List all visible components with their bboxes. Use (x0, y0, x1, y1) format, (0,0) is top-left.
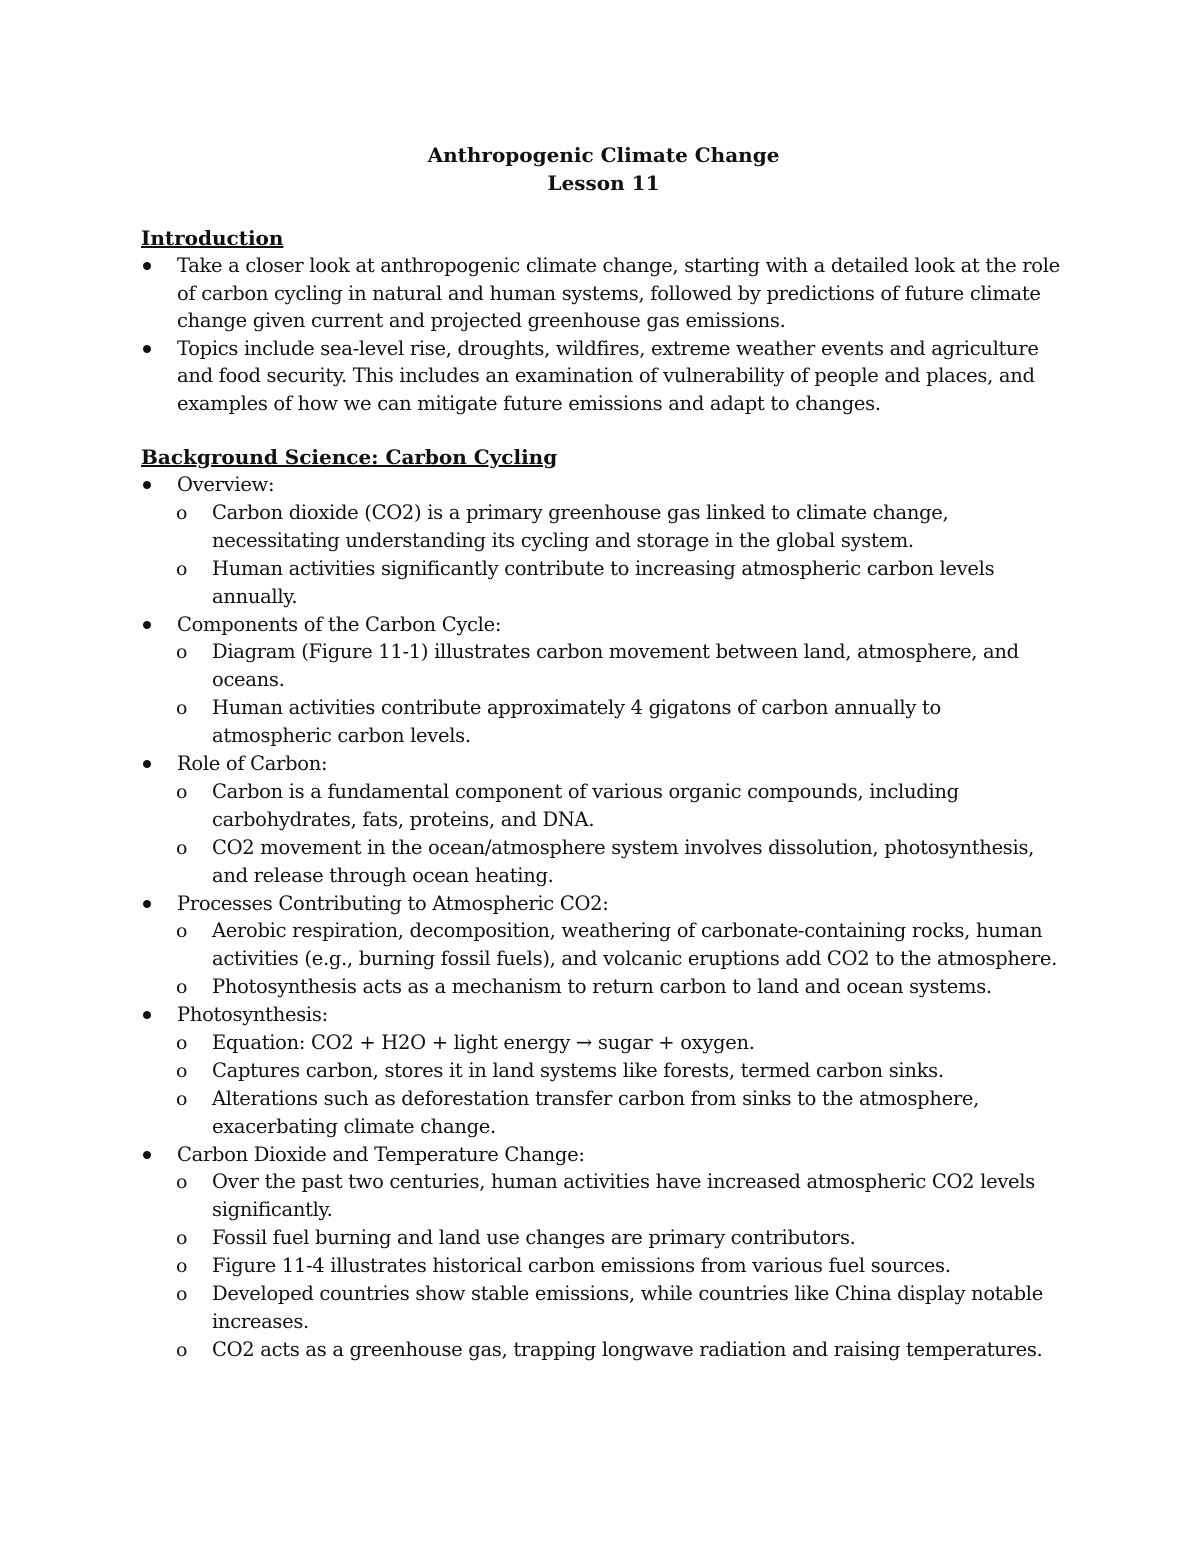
bullet-text: Components of the Carbon Cycle: (177, 612, 502, 636)
bullet-icon (143, 1011, 151, 1019)
sub-bullet-icon: o (176, 780, 188, 803)
sub-list-item (141, 834, 1066, 890)
bullet-text: Take a closer look at anthropogenic climate change, starting with a detailed look at the role of carbon cycling in natural and human systems, followed by predictions of future climate change given current and projected greenhouse gas emissions. (177, 254, 1060, 332)
sub-bullet-icon: o (176, 976, 188, 998)
sub-bullet-text: Diagram (Figure 11-1) illustrates carbon movement between land, atmosphere, and oceans. (212, 640, 1019, 691)
sub-bullet-text: Over the past two centuries, human activities have increased atmospheric CO2 levels significantly. (212, 1170, 1035, 1221)
sub-bullet-icon: o (176, 641, 188, 663)
sub-bullet-text: Alterations such as deforestation transfer carbon from sinks to the atmosphere, exacerbating climate change. (212, 1086, 979, 1138)
sub-bullet-icon: o (176, 1171, 188, 1193)
sub-bullet-icon: o (176, 1087, 188, 1110)
sub-list-item (141, 1168, 1066, 1224)
sub-list-item (141, 778, 1066, 834)
sub-list (177, 917, 1066, 1001)
list-item (141, 890, 1066, 1002)
bullet-text: Overview: (177, 473, 275, 496)
sub-bullet-icon: o (176, 697, 188, 719)
bullet-icon (143, 1151, 151, 1159)
sub-list-item (141, 499, 1066, 555)
sub-bullet-icon: o (176, 1059, 188, 1082)
sub-bullet-icon: o (176, 557, 188, 580)
bullet-icon (143, 900, 151, 908)
background-list (141, 471, 1066, 1364)
sub-bullet-icon: o (176, 1339, 188, 1361)
sub-list-item (141, 1280, 1066, 1336)
sub-bullet-text: Aerobic respiration, decomposition, weathering of carbonate-containing rocks, human activities (e.g., burning fossil fuels), and volcanic eruptions add CO2 to the atmosphere. (212, 919, 1058, 970)
sub-bullet-icon: o (176, 1031, 188, 1054)
background-section (141, 444, 1066, 1364)
sub-bullet-text: Human activities significantly contribute to increasing atmospheric carbon levels annually. (212, 556, 995, 608)
list-item (141, 335, 1066, 418)
sub-bullet-text: Carbon is a fundamental component of various organic compounds, including carbohydrates, fats, proteins, and DNA. (212, 779, 959, 831)
bullet-text: Photosynthesis: (177, 1003, 328, 1026)
sub-list-item (141, 638, 1066, 694)
sub-bullet-text: Fossil fuel burning and land use changes are primary contributors. (212, 1226, 856, 1249)
sub-list-item (141, 1336, 1066, 1364)
sub-bullet-text: Captures carbon, stores it in land systems like forests, termed carbon sinks. (212, 1058, 944, 1082)
sub-bullet-icon: o (176, 1283, 188, 1305)
list-item (141, 750, 1066, 890)
list-item (141, 611, 1066, 751)
list-item (141, 1001, 1066, 1141)
sub-list (177, 1168, 1066, 1364)
document-page (141, 141, 1066, 1364)
bullet-icon (143, 262, 151, 270)
sub-bullet-text: Figure 11-4 illustrates historical carbon emissions from various fuel sources. (212, 1254, 951, 1277)
sub-list-item (141, 1029, 1066, 1057)
background-heading: Background Science: Carbon Cycling (141, 445, 558, 469)
sub-list (177, 1029, 1066, 1141)
sub-bullet-icon: o (176, 1255, 188, 1277)
sub-bullet-icon: o (176, 836, 188, 859)
bullet-text: Carbon Dioxide and Temperature Change: (177, 1142, 585, 1166)
bullet-icon (143, 345, 151, 353)
bullet-text: Processes Contributing to Atmospheric CO2: (177, 891, 609, 915)
bullet-icon (143, 760, 151, 768)
introduction-section (141, 225, 1066, 417)
sub-bullet-text: Human activities contribute approximately 4 gigatons of carbon annually to atmospheric carbon levels. (212, 696, 941, 747)
sub-list-item (141, 917, 1066, 973)
bullet-icon (143, 621, 151, 629)
introduction-list (141, 252, 1066, 417)
bullet-icon (143, 481, 151, 489)
sub-bullet-text: Photosynthesis acts as a mechanism to return carbon to land and ocean systems. (212, 975, 992, 998)
document-subtitle: Lesson 11 (547, 171, 660, 195)
sub-list-item (141, 1252, 1066, 1280)
sub-list-item (141, 1224, 1066, 1252)
sub-list (177, 638, 1066, 750)
sub-list (177, 778, 1066, 890)
sub-bullet-text: Carbon dioxide (CO2) is a primary greenhouse gas linked to climate change, necessitating understanding its cycling and storage in the global system. (212, 500, 949, 552)
introduction-heading: Introduction (141, 226, 284, 250)
sub-list-item (141, 973, 1066, 1001)
sub-bullet-icon: o (176, 920, 188, 942)
sub-bullet-text: Developed countries show stable emissions, while countries like China display notable increases. (212, 1282, 1043, 1333)
list-item (141, 252, 1066, 335)
sub-bullet-icon: o (176, 1227, 188, 1249)
sub-bullet-text: CO2 acts as a greenhouse gas, trapping longwave radiation and raising temperatures. (212, 1338, 1043, 1361)
sub-list-item (141, 1085, 1066, 1141)
bullet-text: Topics include sea-level rise, droughts, wildfires, extreme weather events and agriculture and food security. This includes an examination of vulnerability of people and places, and examples of how we can mitigate future emissions and adapt to changes. (177, 336, 1039, 415)
sub-list (177, 499, 1066, 611)
sub-list-item (141, 694, 1066, 750)
sub-bullet-icon: o (176, 501, 188, 524)
sub-list-item (141, 555, 1066, 611)
title-block (141, 141, 1066, 197)
list-item (141, 1141, 1066, 1365)
list-item (141, 471, 1066, 611)
sub-list-item (141, 1057, 1066, 1085)
document-title: Anthropogenic Climate Change (427, 143, 780, 167)
sub-bullet-text: CO2 movement in the ocean/atmosphere system involves dissolution, photosynthesis, and release through ocean heating. (212, 835, 1035, 887)
sub-bullet-text: Equation: CO2 + H2O + light energy → sugar + oxygen. (212, 1030, 755, 1054)
bullet-text: Role of Carbon: (177, 752, 328, 775)
